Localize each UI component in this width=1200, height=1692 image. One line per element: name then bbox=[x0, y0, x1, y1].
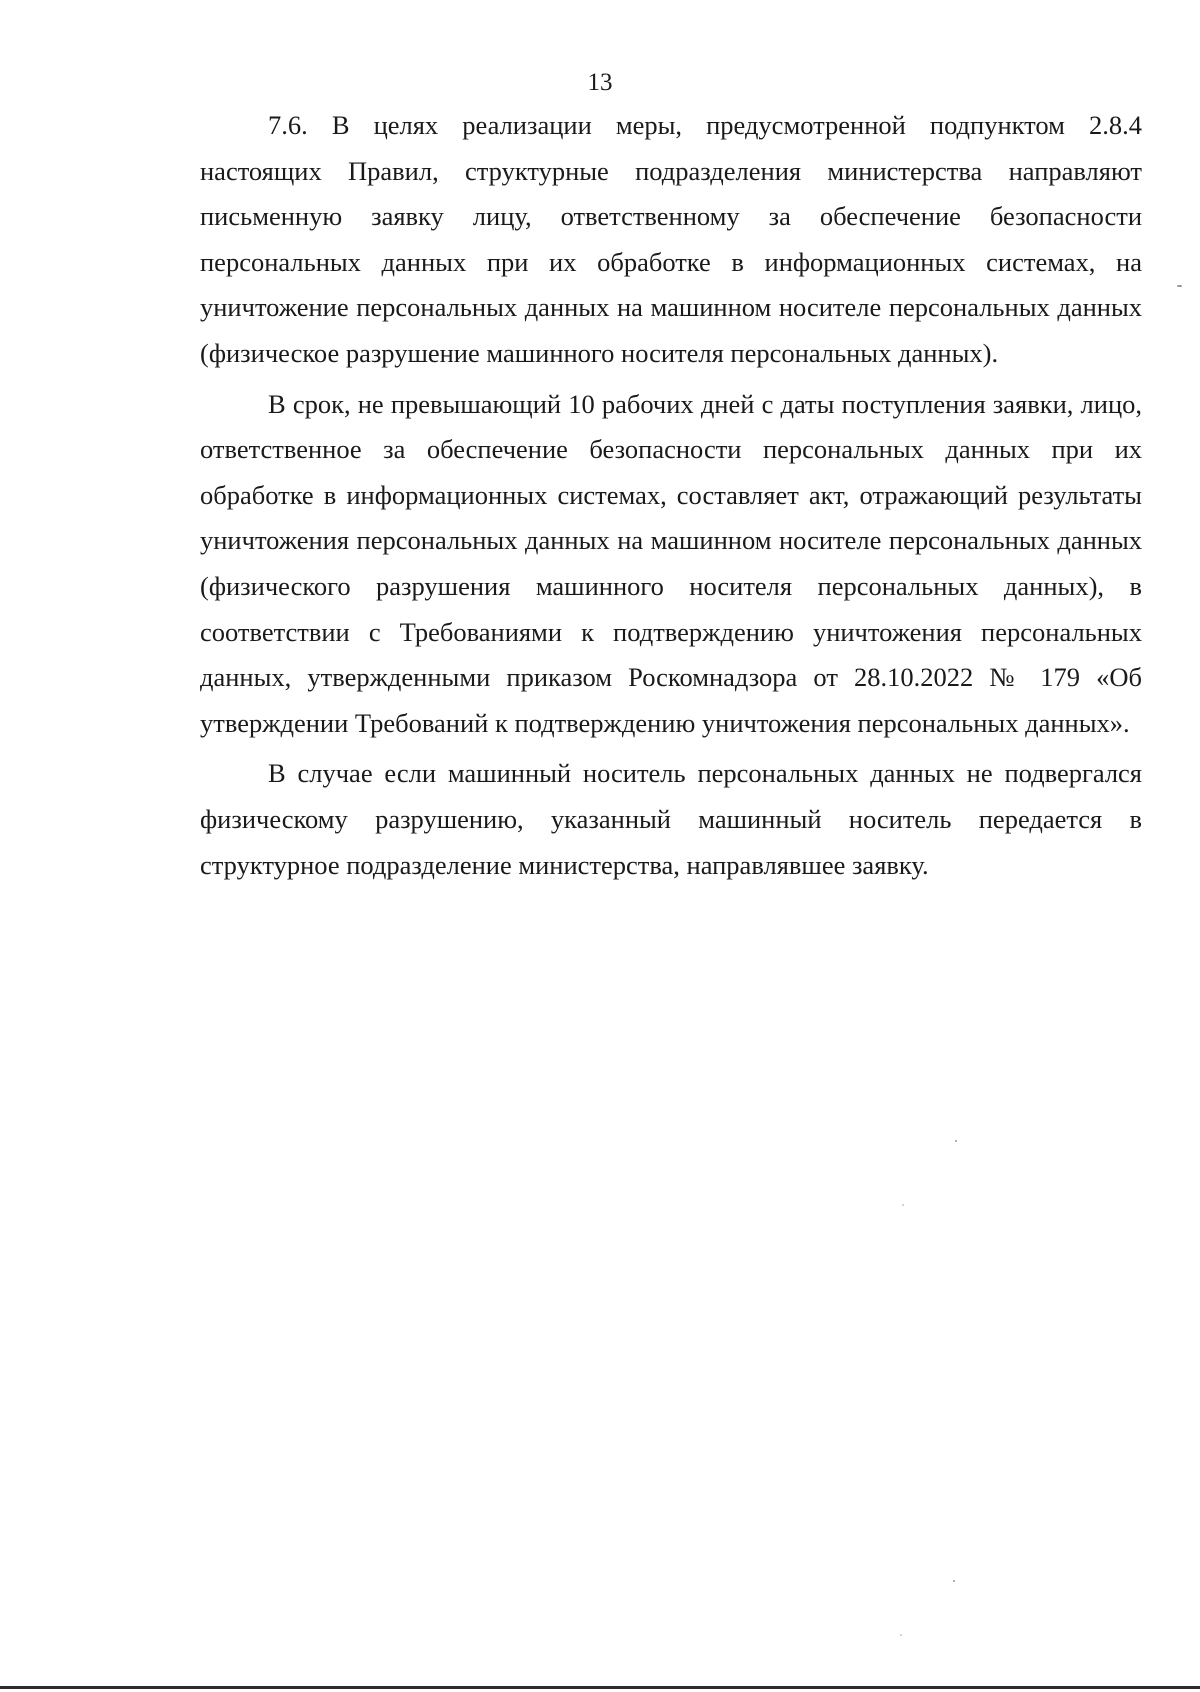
page-number: 13 bbox=[587, 69, 613, 96]
scan-speck bbox=[1177, 285, 1182, 287]
scan-bottom-edge bbox=[0, 1686, 1200, 1689]
scan-speck bbox=[902, 1204, 904, 1206]
document-body bbox=[200, 103, 1142, 893]
scan-speck bbox=[900, 1634, 902, 1636]
paragraph-carrier-return: В случае если машинный носитель персональных данных не подвергался физическому разрушению, указанный машинный носитель передается в структурное подразделение министерства, направлявшее заявку. bbox=[200, 758, 1142, 880]
scan-speck bbox=[955, 1140, 957, 1142]
scan-speck bbox=[953, 1580, 955, 1582]
paragraph-7-6: 7.6. В целях реализации меры, предусмотренной подпунктом 2.8.4 настоящих Правил, структурные подразделения министерства направляют письменную заявку лицу, ответственному за обеспечение безопасности персональных данных при их обработке в информационных системах, на уничтожение персональных данных на машинном носителе персональных данных (физическое разрушение машинного носителя персональных данных). bbox=[200, 110, 1142, 368]
paragraph-deadline: В срок, не превышающий 10 рабочих дней с даты поступления заявки, лицо, ответственное за обеспечение безопасности персональных данных при их обработке в информационных системах, составляет акт, отражающий результаты уничтожения персональных данных на машинном носителе персональных данных (физического разрушения машинного носителя персональных данных), в соответствии с Требованиями к подтверждению уничтожения персональных данных, утвержденными приказом Роскомнадзора от 28.10.2022 № 179 «Об утверждении Требований к подтверждению уничтожения персональных данных». bbox=[200, 388, 1142, 738]
